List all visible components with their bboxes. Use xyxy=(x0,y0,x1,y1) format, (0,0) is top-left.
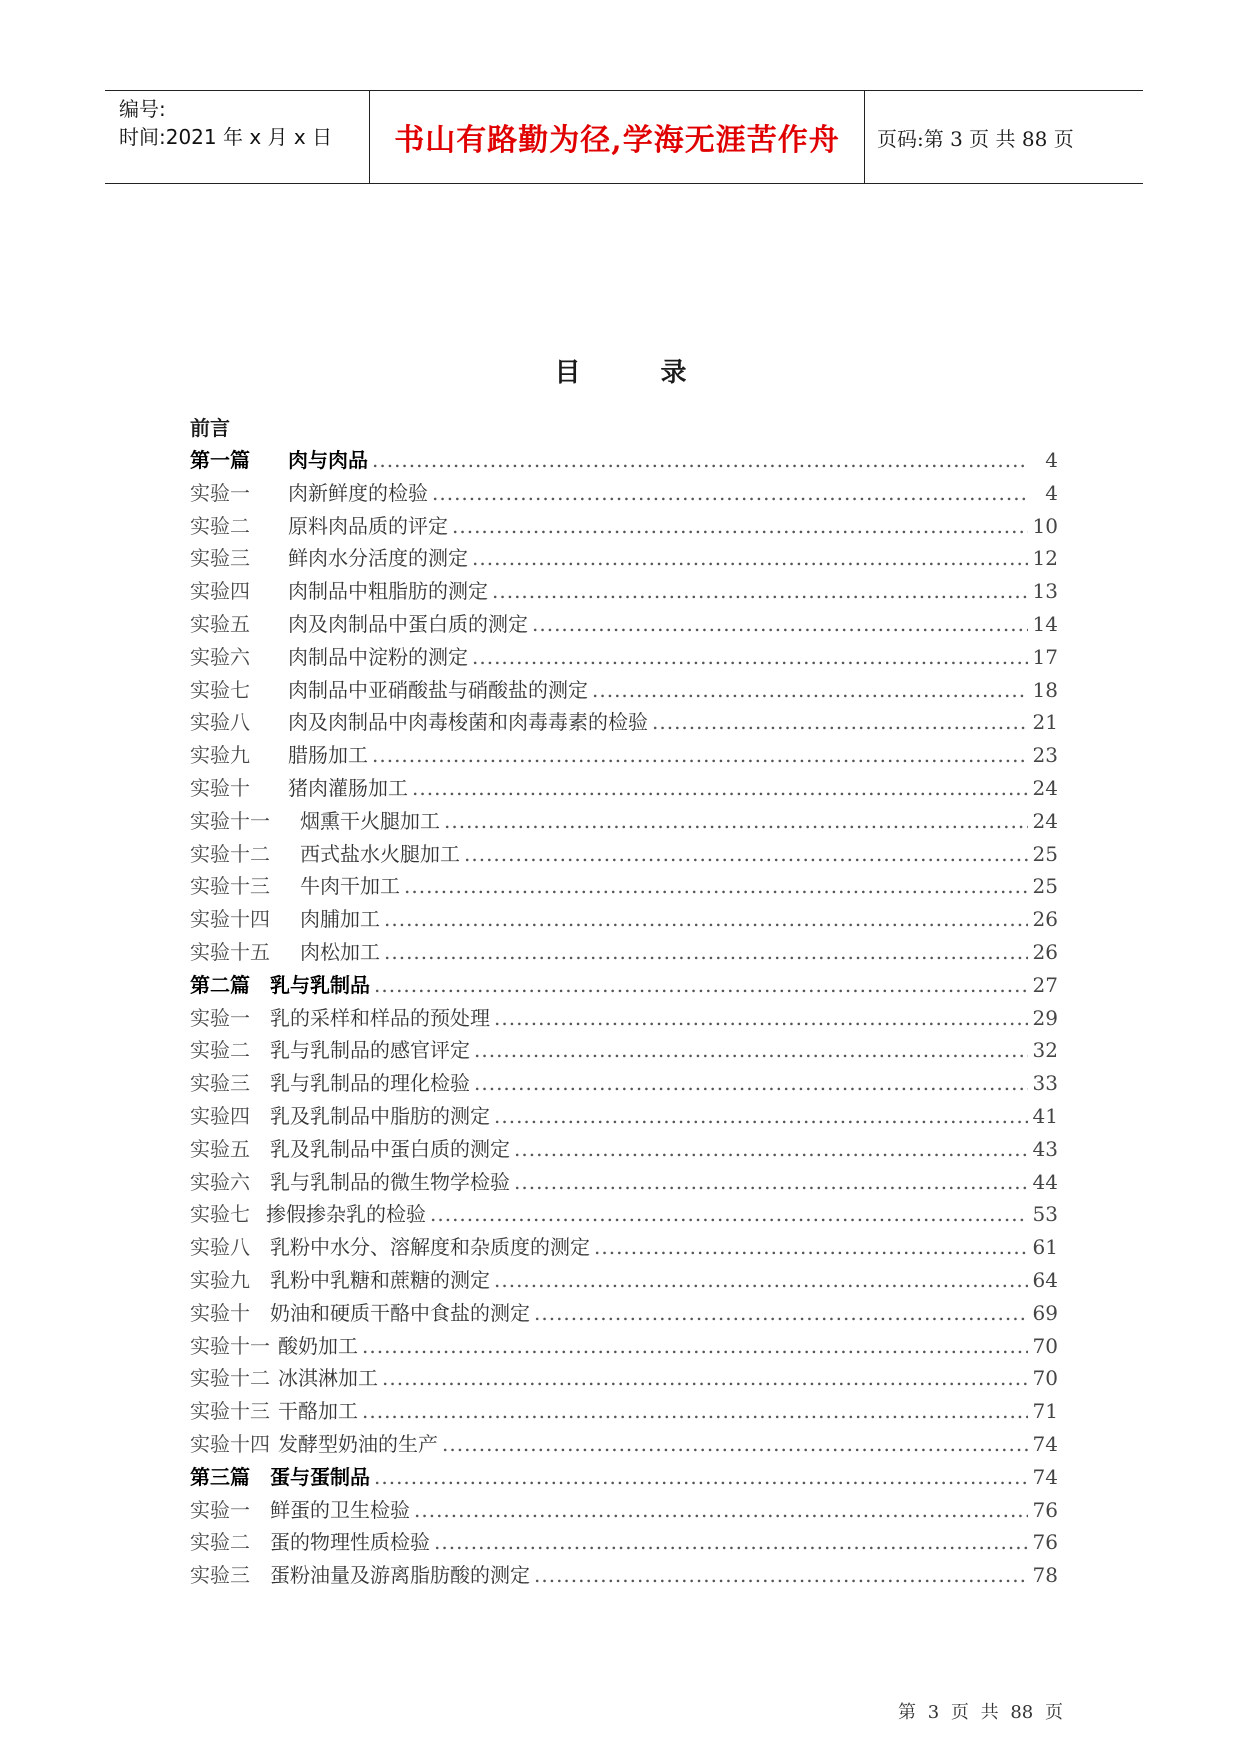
toc-entry xyxy=(190,674,1058,707)
toc-entry-title: 乳与乳制品 xyxy=(270,972,370,997)
toc-entry-page: 41 xyxy=(1032,1103,1058,1128)
toc-entry-title: 肉制品中粗脂肪的测定 xyxy=(288,579,488,604)
toc-entry-page: 43 xyxy=(1032,1136,1058,1161)
toc-entry-page: 44 xyxy=(1032,1169,1058,1194)
toc-entry-page: 26 xyxy=(1032,939,1058,964)
toc-entry-number: 实验十 xyxy=(190,775,250,800)
toc-entry-number: 实验四 xyxy=(190,579,250,604)
toc-leader-dots xyxy=(652,706,1028,739)
toc-entry xyxy=(190,1395,1058,1428)
toc-entry xyxy=(190,1362,1058,1395)
header-page-cell xyxy=(865,91,1143,183)
toc-entry-page: 24 xyxy=(1032,775,1058,800)
toc-entry-title: 肉与肉品 xyxy=(288,448,368,472)
toc-leader-dots xyxy=(534,1559,1028,1592)
toc-leader-dots xyxy=(412,772,1028,805)
toc-entry-number: 实验一 xyxy=(190,480,250,505)
toc-leader-dots xyxy=(374,1461,1028,1494)
toc-entry xyxy=(190,575,1058,608)
toc-entry-number: 实验十 xyxy=(190,1300,250,1325)
toc-entry xyxy=(190,772,1058,805)
toc-entry xyxy=(190,1198,1058,1231)
toc-leader-dots xyxy=(430,1198,1028,1231)
toc-entry-page: 64 xyxy=(1032,1267,1058,1292)
toc-leader-dots xyxy=(514,1133,1028,1166)
toc-part-entry xyxy=(190,444,1058,477)
toc-entry-number: 实验七 xyxy=(190,1202,250,1227)
toc-entry-page: 74 xyxy=(1032,1431,1058,1456)
toc-entry-page: 74 xyxy=(1032,1464,1058,1489)
toc-entry xyxy=(190,1494,1058,1527)
toc-leader-dots xyxy=(382,1362,1028,1395)
toc-entry-title: 掺假掺杂乳的检验 xyxy=(266,1202,426,1227)
toc-entry-title: 乳的采样和样品的预处理 xyxy=(270,1005,490,1030)
page-footer: 第 3 页 共 88 页 xyxy=(898,1702,1063,1723)
toc-entry-page: 18 xyxy=(1032,677,1058,702)
toc-leader-dots xyxy=(594,1231,1028,1264)
toc-entry-number: 实验十四 xyxy=(190,907,270,932)
toc-entry-number: 实验九 xyxy=(190,1267,250,1292)
toc-entry-page: 53 xyxy=(1032,1202,1058,1227)
toc-entry-page: 13 xyxy=(1032,579,1058,604)
toc-entry-title: 蛋粉油量及游离脂肪酸的测定 xyxy=(270,1563,530,1588)
toc-entry xyxy=(190,1034,1058,1067)
toc-entry-page: 10 xyxy=(1032,513,1058,538)
toc-entry-number: 实验十二 xyxy=(190,1366,270,1391)
toc-entry-number: 实验九 xyxy=(190,743,250,768)
toc-part-entry xyxy=(190,969,1058,1002)
toc-entry-page: 25 xyxy=(1032,874,1058,899)
toc-entry-number: 实验十三 xyxy=(190,1399,270,1424)
toc-entry-page: 32 xyxy=(1032,1038,1058,1063)
toc-entry xyxy=(190,510,1058,543)
toc-leader-dots xyxy=(494,1264,1028,1297)
toc-entry-page: 76 xyxy=(1032,1497,1058,1522)
toc-preface: 前言 xyxy=(190,416,230,440)
toc-entry-page: 78 xyxy=(1032,1563,1058,1588)
toc-entry xyxy=(190,1133,1058,1166)
toc-leader-dots xyxy=(472,542,1028,575)
toc-entry xyxy=(190,542,1058,575)
toc-entry-title: 烟熏干火腿加工 xyxy=(300,808,440,833)
toc-entry-page: 29 xyxy=(1032,1005,1058,1030)
toc-entry-page: 17 xyxy=(1032,644,1058,669)
toc-entry-number: 实验五 xyxy=(190,1136,250,1161)
table-of-contents xyxy=(190,444,1058,1592)
toc-leader-dots xyxy=(474,1034,1028,1067)
toc-entry xyxy=(190,1002,1058,1035)
toc-leader-dots xyxy=(532,608,1028,641)
toc-entry-title: 牛肉干加工 xyxy=(300,874,400,899)
toc-entry-page: 27 xyxy=(1032,972,1058,997)
toc-entry-number: 实验二 xyxy=(190,1530,250,1555)
header-motto: 书山有路勤为径,学海无涯苦作舟 xyxy=(394,123,840,158)
toc-leader-dots xyxy=(434,1526,1028,1559)
toc-entry-title: 乳与乳制品的理化检验 xyxy=(270,1071,470,1096)
toc-leader-dots xyxy=(414,1494,1028,1527)
toc-entry xyxy=(190,1100,1058,1133)
toc-leader-dots xyxy=(592,674,1028,707)
toc-entry-title: 原料肉品质的评定 xyxy=(288,513,448,538)
toc-entry xyxy=(190,1297,1058,1330)
toc-entry-title: 肉及肉制品中蛋白质的测定 xyxy=(288,611,528,636)
toc-entry-title: 干酪加工 xyxy=(278,1399,358,1424)
toc-entry-number: 实验十一 xyxy=(190,808,270,833)
toc-entry-title: 猪肉灌肠加工 xyxy=(288,775,408,800)
toc-entry-page: 4 xyxy=(1045,480,1058,505)
toc-leader-dots xyxy=(534,1297,1028,1330)
toc-entry-title: 肉新鲜度的检验 xyxy=(288,480,428,505)
toc-leader-dots xyxy=(514,1166,1028,1199)
toc-leader-dots xyxy=(372,444,1028,477)
toc-leader-dots xyxy=(492,575,1028,608)
toc-entry-number: 实验十五 xyxy=(190,939,270,964)
header-page-info: 页码:第 3 页 共 88 页 xyxy=(877,126,1074,151)
header-left-cell xyxy=(105,91,370,183)
toc-entry-page: 23 xyxy=(1032,743,1058,768)
toc-leader-dots xyxy=(444,805,1028,838)
toc-leader-dots xyxy=(494,1002,1028,1035)
toc-entry-number: 实验八 xyxy=(190,710,250,735)
toc-entry xyxy=(190,1330,1058,1363)
toc-entry-number: 实验二 xyxy=(190,513,250,538)
toc-entry-number: 实验七 xyxy=(190,677,250,702)
toc-entry xyxy=(190,936,1058,969)
toc-entry-number: 实验十二 xyxy=(190,841,270,866)
toc-entry-number: 第三篇 xyxy=(190,1464,250,1489)
toc-entry-number: 实验三 xyxy=(190,546,250,571)
toc-entry-page: 12 xyxy=(1032,546,1058,571)
toc-entry-title: 肉制品中亚硝酸盐与硝酸盐的测定 xyxy=(288,677,588,702)
toc-entry-title: 乳粉中乳糖和蔗糖的测定 xyxy=(270,1267,490,1292)
toc-entry-page: 70 xyxy=(1032,1333,1058,1358)
toc-entry xyxy=(190,1264,1058,1297)
toc-entry-page: 4 xyxy=(1045,448,1058,472)
toc-entry xyxy=(190,1231,1058,1264)
document-time-label: 时间:2021 年 x 月 x 日 xyxy=(119,125,333,149)
toc-leader-dots xyxy=(404,870,1028,903)
toc-entry-page: 61 xyxy=(1032,1235,1058,1260)
toc-entry-page: 24 xyxy=(1032,808,1058,833)
toc-leader-dots xyxy=(384,936,1028,969)
toc-entry-number: 第一篇 xyxy=(190,448,250,472)
toc-entry-page: 14 xyxy=(1032,611,1058,636)
document-number-label: 编号: xyxy=(119,97,166,121)
toc-entry xyxy=(190,1428,1058,1461)
toc-entry xyxy=(190,1526,1058,1559)
toc-entry xyxy=(190,838,1058,871)
toc-entry-title: 蛋与蛋制品 xyxy=(270,1464,370,1489)
toc-entry-number: 实验六 xyxy=(190,1169,250,1194)
toc-entry-page: 70 xyxy=(1032,1366,1058,1391)
toc-entry-title: 蛋的物理性质检验 xyxy=(270,1530,430,1555)
toc-entry-title: 肉制品中淀粉的测定 xyxy=(288,644,468,669)
toc-entry xyxy=(190,477,1058,510)
toc-entry-page: 69 xyxy=(1032,1300,1058,1325)
toc-entry-number: 实验八 xyxy=(190,1235,250,1260)
toc-leader-dots xyxy=(384,903,1028,936)
toc-title: 目录 xyxy=(554,358,767,388)
toc-entry xyxy=(190,641,1058,674)
toc-entry-page: 21 xyxy=(1032,710,1058,735)
toc-entry-number: 实验三 xyxy=(190,1563,250,1588)
toc-entry-number: 实验三 xyxy=(190,1071,250,1096)
toc-entry xyxy=(190,608,1058,641)
toc-leader-dots xyxy=(362,1330,1028,1363)
toc-entry xyxy=(190,706,1058,739)
toc-entry xyxy=(190,1559,1058,1592)
toc-entry-title: 西式盐水火腿加工 xyxy=(300,841,460,866)
toc-entry xyxy=(190,1166,1058,1199)
toc-leader-dots xyxy=(372,739,1028,772)
toc-leader-dots xyxy=(362,1395,1028,1428)
toc-entry-number: 实验五 xyxy=(190,611,250,636)
toc-entry-number: 实验十三 xyxy=(190,874,270,899)
toc-entry-title: 乳及乳制品中脂肪的测定 xyxy=(270,1103,490,1128)
toc-entry xyxy=(190,903,1058,936)
toc-entry-number: 实验六 xyxy=(190,644,250,669)
toc-entry-page: 26 xyxy=(1032,907,1058,932)
toc-entry-page: 33 xyxy=(1032,1071,1058,1096)
toc-entry-title: 鲜蛋的卫生检验 xyxy=(270,1497,410,1522)
toc-entry-title: 冰淇淋加工 xyxy=(278,1366,378,1391)
toc-leader-dots xyxy=(452,510,1028,543)
toc-entry-number: 实验十一 xyxy=(190,1333,270,1358)
toc-leader-dots xyxy=(474,1067,1028,1100)
toc-entry-number: 实验一 xyxy=(190,1497,250,1522)
toc-entry-number: 实验二 xyxy=(190,1038,250,1063)
toc-leader-dots xyxy=(464,838,1028,871)
toc-entry-title: 乳与乳制品的微生物学检验 xyxy=(270,1169,510,1194)
toc-entry-title: 乳及乳制品中蛋白质的测定 xyxy=(270,1136,510,1161)
toc-entry-number: 实验十四 xyxy=(190,1431,270,1456)
header-motto-cell xyxy=(370,91,865,183)
toc-entry-title: 肉脯加工 xyxy=(300,907,380,932)
toc-entry-title: 发酵型奶油的生产 xyxy=(278,1431,438,1456)
toc-entry-number: 实验一 xyxy=(190,1005,250,1030)
toc-leader-dots xyxy=(432,477,1028,510)
toc-leader-dots xyxy=(472,641,1028,674)
toc-entry-number: 实验四 xyxy=(190,1103,250,1128)
toc-entry-title: 乳粉中水分、溶解度和杂质度的测定 xyxy=(270,1235,590,1260)
toc-entry-page: 25 xyxy=(1032,841,1058,866)
toc-entry-title: 乳与乳制品的感官评定 xyxy=(270,1038,470,1063)
toc-entry-number: 第二篇 xyxy=(190,972,250,997)
toc-entry-title: 鲜肉水分活度的测定 xyxy=(288,546,468,571)
toc-entry-page: 71 xyxy=(1032,1399,1058,1424)
toc-leader-dots xyxy=(494,1100,1028,1133)
toc-entry-title: 肉松加工 xyxy=(300,939,380,964)
toc-leader-dots xyxy=(374,969,1028,1002)
toc-leader-dots xyxy=(442,1428,1028,1461)
toc-entry xyxy=(190,1067,1058,1100)
toc-entry-title: 腊肠加工 xyxy=(288,743,368,768)
toc-entry-title: 酸奶加工 xyxy=(278,1333,358,1358)
toc-entry-title: 肉及肉制品中肉毒梭菌和肉毒毒素的检验 xyxy=(288,710,648,735)
toc-entry-title: 奶油和硬质干酪中食盐的测定 xyxy=(270,1300,530,1325)
toc-entry xyxy=(190,870,1058,903)
toc-entry-page: 76 xyxy=(1032,1530,1058,1555)
toc-part-entry xyxy=(190,1461,1058,1494)
document-header xyxy=(105,90,1143,184)
toc-entry xyxy=(190,739,1058,772)
toc-entry xyxy=(190,805,1058,838)
